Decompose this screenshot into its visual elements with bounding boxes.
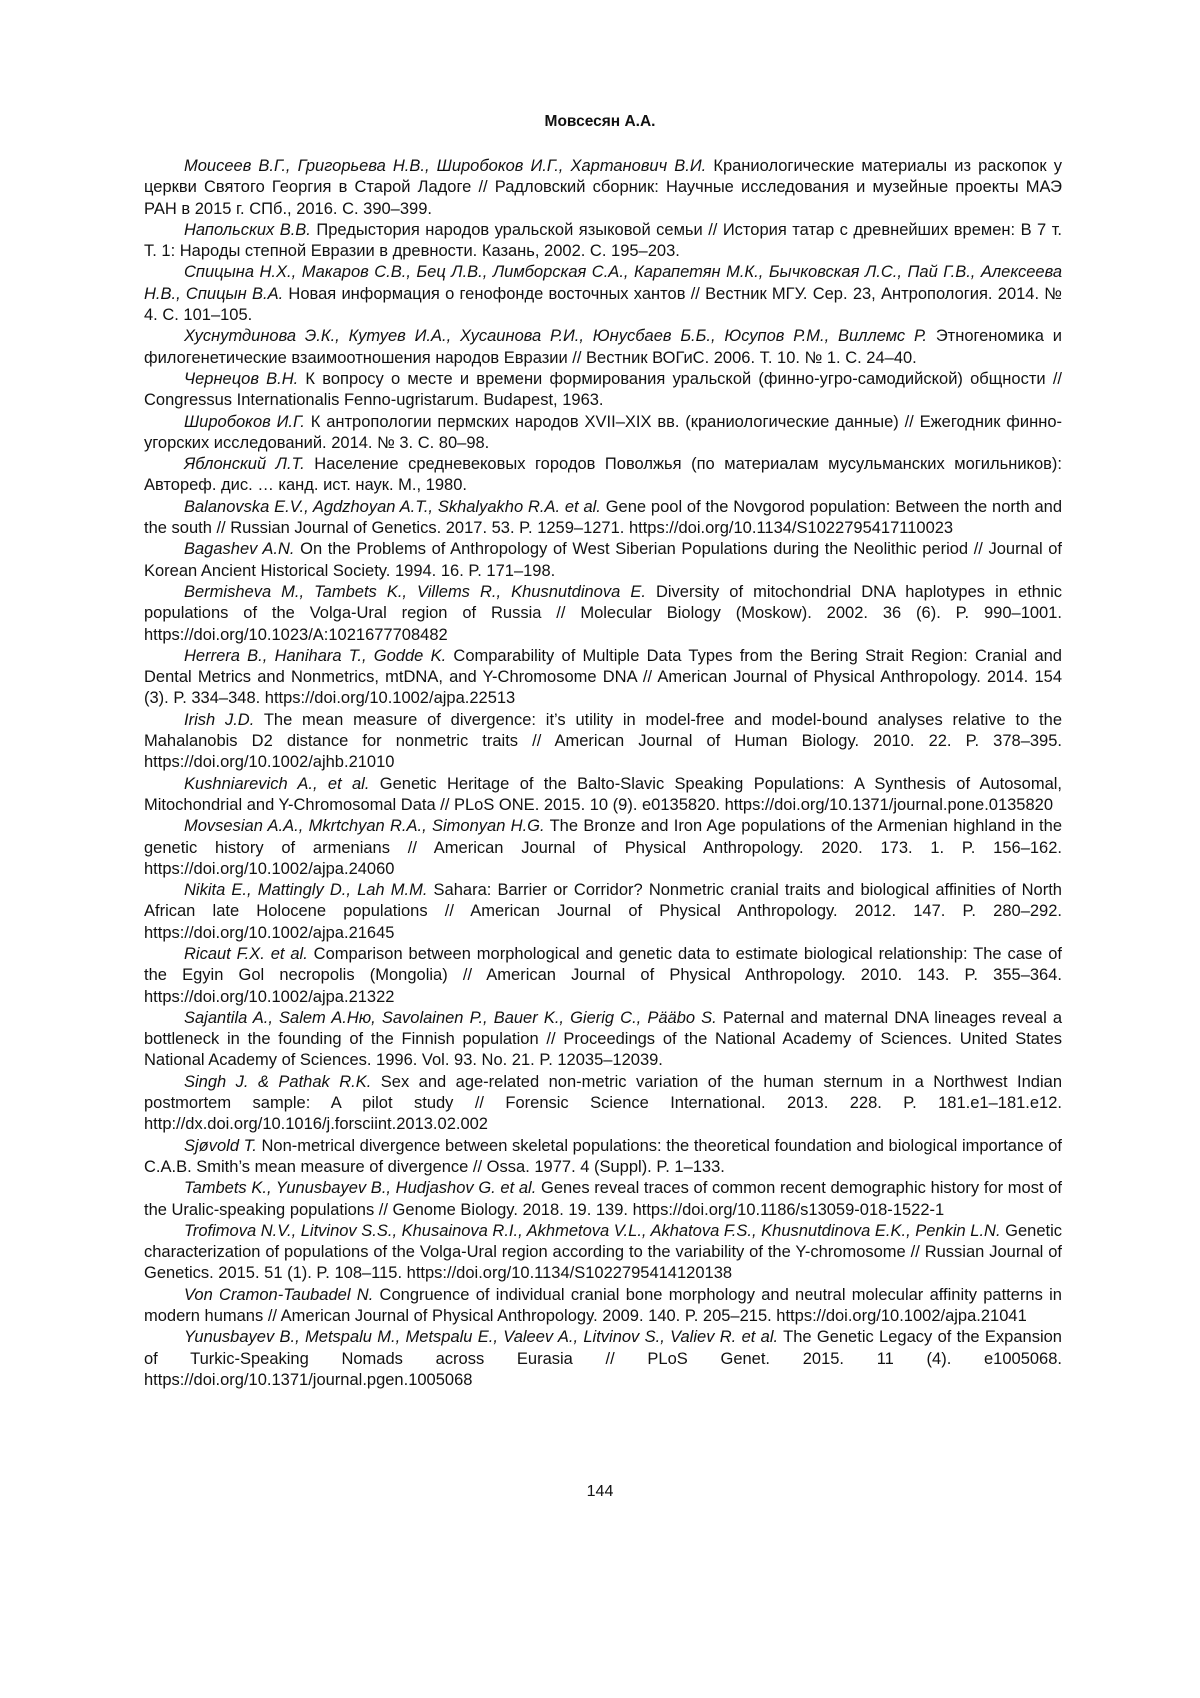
reference-authors: Sjøvold T. [184, 1136, 257, 1155]
reference-entry [144, 369, 1062, 412]
reference-authors: Напольских В.В. [184, 220, 311, 239]
reference-text: Новая информация о генофонде восточных хантов // Вестник МГУ. Сер. 23, Антропология. 2014. № 4. С. 101–105. [144, 284, 1063, 325]
reference-entry [144, 326, 1062, 369]
reference-text: Предыстория народов уральской языковой семьи // История татар с древнейших времен: В 7 т. Т. 1: Народы степной Евразии в древности. Казань, 2002. С. 195–203. [144, 220, 1063, 261]
reference-text: Comparability of Multiple Data Types from the Bering Strait Region: Cranial and Dental Metrics and Nonmetrics, mtDNA, and Y-Chromosome DNA // American Journal of Physical Anthropology. 2014. 154 (3). P. 334–348. https://doi.org/10.1002/ajpa.22513 [144, 646, 1062, 708]
reference-entry [144, 1221, 1062, 1285]
reference-text: Diversity of mitochondrial DNA haplotypes in ethnic populations of the Volga-Ural region of Russia // Molecular Biology (Moskow). 2002. 36 (6). P. 990–1001. https://doi.org/10.1023/A:1021677708482 [144, 582, 1062, 644]
reference-entry [144, 1178, 1062, 1221]
reference-entry [144, 220, 1062, 263]
reference-entry [144, 816, 1062, 880]
reference-entry [144, 1072, 1062, 1136]
reference-authors: Yunusbayev B., Metspalu M., Metspalu E., Valeev A., Litvinov S., Valiev R. et al. [184, 1328, 779, 1347]
reference-authors: Von Cramon-Taubadel N. [184, 1285, 374, 1304]
reference-entry [144, 774, 1062, 817]
reference-authors: Kushniarevich A., et al. [184, 774, 370, 793]
reference-entry [144, 1136, 1062, 1179]
reference-entry [144, 880, 1062, 944]
reference-text: Gene pool of the Novgorod population: Between the north and the south // Russian Journal of Genetics. 2017. 53. P. 1259–1271. https://doi.org/10.1134/S1022795417110023 [144, 497, 1062, 538]
reference-text: Sex and age-related non-metric variation of the human sternum in a Northwest Indian postmortem sample: A pilot study // Forensic Science International. 2013. 228. P. 181.e1–181.e12. http://dx.doi.org/10.1016/j.forsciint.2013.02.002 [144, 1072, 1062, 1134]
reference-text: Этногеномика и филогенетические взаимоотношения народов Евразии // Вестник ВОГиС. 2006. Т. 10. № 1. С. 24–40. [144, 327, 1063, 367]
reference-authors: Nikita E., Mattingly D., Lah M.M. [184, 881, 428, 900]
reference-authors: Singh J. & Pathak R.K. [184, 1072, 372, 1091]
reference-entry [144, 262, 1062, 326]
reference-authors: Bagashev A.N. [184, 540, 295, 559]
reference-entry [144, 1327, 1062, 1391]
reference-entry [144, 710, 1062, 774]
reference-text: The Genetic Legacy of the Expansion of Turkic-Speaking Nomads across Eurasia // PLoS Genet. 2015. 11 (4). e1005068. https://doi.org/10.1371/journal.pgen.1005068 [144, 1328, 1062, 1389]
reference-authors: Herrera B., Hanihara T., Godde K. [184, 646, 447, 665]
reference-entry [144, 944, 1062, 1008]
reference-authors: Irish J.D. [184, 710, 255, 729]
reference-text: К вопросу о месте и времени формирования уральской (финно-угро-самодийской) общности // Congressus Internationalis Fenno-ugristarum. Budapest, 1963. [144, 369, 1062, 410]
reference-text: Comparison between morphological and genetic data to estimate biological relationship: The case of the Egyin Gol necropolis (Mongolia) // American Journal of Physical Anthropology. 2010. 143. P. 355–364. https://doi.org/10.1002/ajpa.21322 [144, 944, 1062, 1006]
reference-text: Genetic Heritage of the Balto-Slavic Speaking Populations: A Synthesis of Autosomal, Mitochondrial and Y-Chromosomal Data // PLoS ONE. 2015. 10 (9). e0135820. https://doi.org/10.1371/journal.pone.0135820 [144, 774, 1062, 814]
reference-text: Paternal and maternal DNA lineages reveal a bottleneck in the founding of the Finnish population // Proceedings of the National Academy of Sciences. United States National Academy of Sciences. 1996. Vol. 93. No. 21. P. 12035–12039. [144, 1008, 1063, 1070]
reference-text: Sahara: Barrier or Corridor? Nonmetric cranial traits and biological affinities of North African late Holocene populations // American Journal of Physical Anthropology. 2012. 147. P. 280–292. https://doi.org/10.1002/ajpa.21645 [144, 881, 1062, 942]
reference-text: Non-metrical divergence between skeletal populations: the theoretical foundation and biological importance of C.A.B. Smith’s mean measure of divergence // Ossa. 1977. 4 (Suppl). P. 1–133. [144, 1136, 1062, 1176]
reference-authors: Чернецов В.Н. [184, 369, 299, 388]
reference-entry [144, 156, 1062, 220]
reference-entry [144, 454, 1062, 497]
reference-authors: Bermisheva M., Tambets K., Villems R., Khusnutdinova E. [184, 582, 646, 601]
reference-text: On the Problems of Anthropology of West Siberian Populations during the Neolithic period // Journal of Korean Ancient Historical Society. 1994. 16. P. 171–198. [144, 540, 1062, 580]
reference-text: Congruence of individual cranial bone morphology and neutral molecular affinity patterns in modern humans // American Journal of Physical Anthropology. 2009. 140. P. 205–215. https://doi.org/10.1002/ajpa.21041 [144, 1285, 1062, 1326]
reference-text: Краниологические материалы из раскопок у церкви Святого Георгия в Старой Ладоге // Радловский сборник: Научные исследования и музейные проекты МАЭ РАН в 2015 г. СПб., 2016. С. 390–399. [144, 157, 1062, 218]
reference-entry [144, 412, 1062, 455]
reference-entry [144, 582, 1062, 646]
reference-authors: Моисеев В.Г., Григорьева Н.В., Широбоков И.Г., Хартанович В.И. [184, 157, 707, 175]
reference-text: К антропологии пермских народов XVII–XIX вв. (краниологические данные) // Ежегодник финно-угорских исследований. 2014. № 3. С. 80–98. [144, 412, 1062, 452]
reference-authors: Movsesian A.A., Mkrtchyan R.A., Simonyan H.G. [184, 817, 545, 836]
reference-authors: Широбоков И.Г. [184, 412, 305, 431]
reference-authors: Ricaut F.X. et al. [184, 944, 308, 963]
reference-authors: Trofimova N.V., Litvinov S.S., Khusainova R.I., Akhmetova V.L., Akhatova F.S., Khusnutdinova E.K., Penkin L.N. [184, 1221, 1001, 1240]
reference-text: Genetic characterization of populations of the Volga-Ural region according to the variability of the Y-chromosome // Russian Journal of Genetics. 2015. 51 (1). P. 108–115. https://doi.org/10.1134/S1022795414120138 [144, 1221, 1062, 1283]
page-number: 144 [586, 1483, 614, 1500]
reference-authors: Хуснутдинова Э.К., Кутуев И.А., Хусаинова Р.И., Юнусбаев Б.Б., Юсупов Р.М., Виллемс Р. [184, 327, 927, 346]
reference-authors: Balanovska E.V., Agdzhoyan A.T., Skhalyakho R.A. et al. [184, 497, 601, 516]
reference-authors: Спицына Н.Х., Макаров С.В., Бец Л.В., Лимборская С.А., Карапетян М.К., Бычковская Л.С., Пай Г.В., Алексеева Н.В., Спицын В.А. [144, 263, 1062, 303]
reference-text: The mean measure of divergence: it’s utility in model-free and model-bound analyses relative to the Mahalanobis D2 distance for nonmetric traits // American Journal of Human Biology. 2010. 22. P. 378–395. https://doi.org/10.1002/ajhb.21010 [144, 710, 1062, 772]
reference-list [144, 156, 1062, 1391]
reference-entry [144, 1008, 1062, 1072]
reference-text: Население средневековых городов Поволжья (по материалам мусульманских могильников): Автореф. дис. … канд. ист. наук. М., 1980. [144, 455, 1062, 495]
reference-entry [144, 539, 1062, 582]
reference-authors: Tambets K., Yunusbayev B., Hudjashov G. et al. [184, 1179, 537, 1198]
reference-entry [144, 497, 1062, 540]
reference-entry [144, 1285, 1062, 1328]
running-head: Мовсесян А.А. [544, 113, 656, 130]
reference-authors: Яблонский Л.Т. [184, 455, 305, 474]
reference-authors: Sajantila A., Salem A.Hю, Savolainen P., Bauer K., Gierig C., Pääbo S. [184, 1008, 717, 1027]
reference-text: The Bronze and Iron Age populations of the Armenian highland in the genetic history of armenians // American Journal of Physical Anthropology. 2020. 173. 1. P. 156–162. https://doi.org/10.1002/ajpa.24060 [144, 817, 1062, 878]
reference-text: Genes reveal traces of common recent demographic history for most of the Uralic-speaking populations // Genome Biology. 2018. 19. 139. https://doi.org/10.1186/s13059-018-1522-1 [144, 1179, 1062, 1219]
reference-entry [144, 646, 1062, 710]
